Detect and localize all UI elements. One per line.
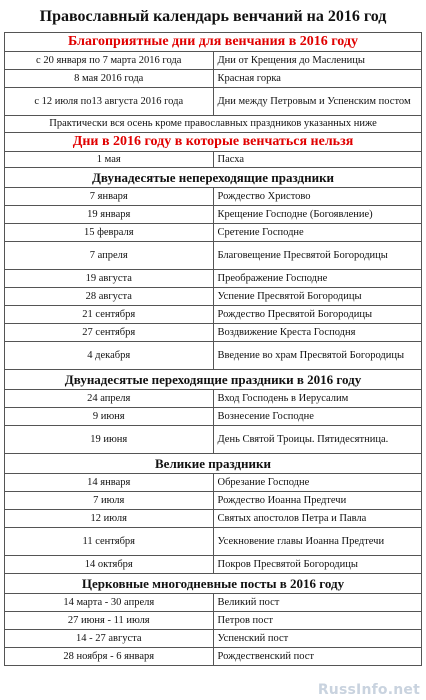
table-row xyxy=(5,305,422,323)
row-name: Обрезание Господне xyxy=(213,473,422,491)
table-row xyxy=(5,425,422,453)
row-name: Великий пост xyxy=(213,593,422,611)
row-name: Дни между Петровым и Успенским постом xyxy=(213,87,422,115)
row-name: Святых апостолов Петра и Павла xyxy=(213,509,422,527)
table-row xyxy=(5,647,422,665)
row-name: Рождество Христово xyxy=(213,187,422,205)
table-row xyxy=(5,527,422,555)
row-date: 4 декабря xyxy=(5,341,214,369)
row-date: 28 августа xyxy=(5,287,214,305)
table-row xyxy=(5,223,422,241)
table-row xyxy=(5,287,422,305)
row-date: 24 апреля xyxy=(5,389,214,407)
table-row xyxy=(5,323,422,341)
table-row xyxy=(5,555,422,573)
row-name: Пасха xyxy=(213,151,422,167)
row-date: 27 сентября xyxy=(5,323,214,341)
table-row xyxy=(5,69,422,87)
row-name: Усекновение главы Иоанна Предтечи xyxy=(213,527,422,555)
row-name: День Святой Троицы. Пятидесятница. xyxy=(213,425,422,453)
row-name: Успенский пост xyxy=(213,629,422,647)
table-row xyxy=(5,491,422,509)
table-row xyxy=(5,611,422,629)
row-date: 9 июня xyxy=(5,407,214,425)
page-title: Православный календарь венчаний на 2016 год xyxy=(39,7,387,25)
table-row xyxy=(5,151,422,167)
row-date: 14 - 27 августа xyxy=(5,629,214,647)
row-date: 7 апреля xyxy=(5,241,214,269)
row-date: с 20 января по 7 марта 2016 года xyxy=(5,51,214,69)
calendar-table xyxy=(4,0,422,666)
row-date: 11 сентября xyxy=(5,527,214,555)
favorable-heading: Благоприятные дни для венчания в 2016 году xyxy=(5,32,422,51)
table-row xyxy=(5,407,422,425)
row-date: с 12 июля по13 августа 2016 года xyxy=(5,87,214,115)
row-name: Рождество Пресвятой Богородицы xyxy=(213,305,422,323)
row-name: Введение во храм Пресвятой Богородицы xyxy=(213,341,422,369)
row-name: Рождество Иоанна Предтечи xyxy=(213,491,422,509)
row-date: 8 мая 2016 года xyxy=(5,69,214,87)
row-date: 12 июля xyxy=(5,509,214,527)
favorable-note: Практически вся осень кроме православных праздников указанных ниже xyxy=(5,115,422,132)
table-row xyxy=(5,509,422,527)
table-row xyxy=(5,389,422,407)
row-name: Преображение Господне xyxy=(213,269,422,287)
row-date: 19 августа xyxy=(5,269,214,287)
row-name: Воздвижение Креста Господня xyxy=(213,323,422,341)
row-date: 14 марта - 30 апреля xyxy=(5,593,214,611)
row-date: 14 октября xyxy=(5,555,214,573)
table-row xyxy=(5,87,422,115)
row-name: Вознесение Господне xyxy=(213,407,422,425)
row-name: Благовещение Пресвятой Богородицы xyxy=(213,241,422,269)
row-name: Петров пост xyxy=(213,611,422,629)
row-date: 27 июня - 11 июля xyxy=(5,611,214,629)
row-date: 15 февраля xyxy=(5,223,214,241)
row-name: Красная горка xyxy=(213,69,422,87)
section-title: Двунадесятые переходящие праздники в 2016 году xyxy=(5,369,422,389)
section-title: Церковные многодневные посты в 2016 году xyxy=(5,573,422,593)
row-name: Рождественский пост xyxy=(213,647,422,665)
table-row xyxy=(5,187,422,205)
section-title: Великие праздники xyxy=(5,453,422,473)
row-name: Успение Пресвятой Богородицы xyxy=(213,287,422,305)
table-row xyxy=(5,341,422,369)
row-date: 28 ноября - 6 января xyxy=(5,647,214,665)
table-row xyxy=(5,51,422,69)
table-row xyxy=(5,241,422,269)
table-row xyxy=(5,269,422,287)
table-row xyxy=(5,473,422,491)
row-name: Дни от Крещения до Масленицы xyxy=(213,51,422,69)
row-date: 7 января xyxy=(5,187,214,205)
section-title: Двунадесятые непереходящие праздники xyxy=(5,167,422,187)
row-date: 1 мая xyxy=(5,151,214,167)
table-row xyxy=(5,629,422,647)
table-row xyxy=(5,205,422,223)
watermark: RussInfo.net xyxy=(317,682,420,698)
row-name: Покров Пресвятой Богородицы xyxy=(213,555,422,573)
row-name: Вход Господень в Иерусалим xyxy=(213,389,422,407)
row-date: 14 января xyxy=(5,473,214,491)
row-date: 21 сентября xyxy=(5,305,214,323)
table-row xyxy=(5,593,422,611)
row-date: 7 июля xyxy=(5,491,214,509)
row-date: 19 июня xyxy=(5,425,214,453)
row-name: Сретение Господне xyxy=(213,223,422,241)
row-name: Крещение Господне (Богоявление) xyxy=(213,205,422,223)
forbidden-heading: Дни в 2016 году в которые венчаться нельзя xyxy=(5,132,422,151)
row-date: 19 января xyxy=(5,205,214,223)
